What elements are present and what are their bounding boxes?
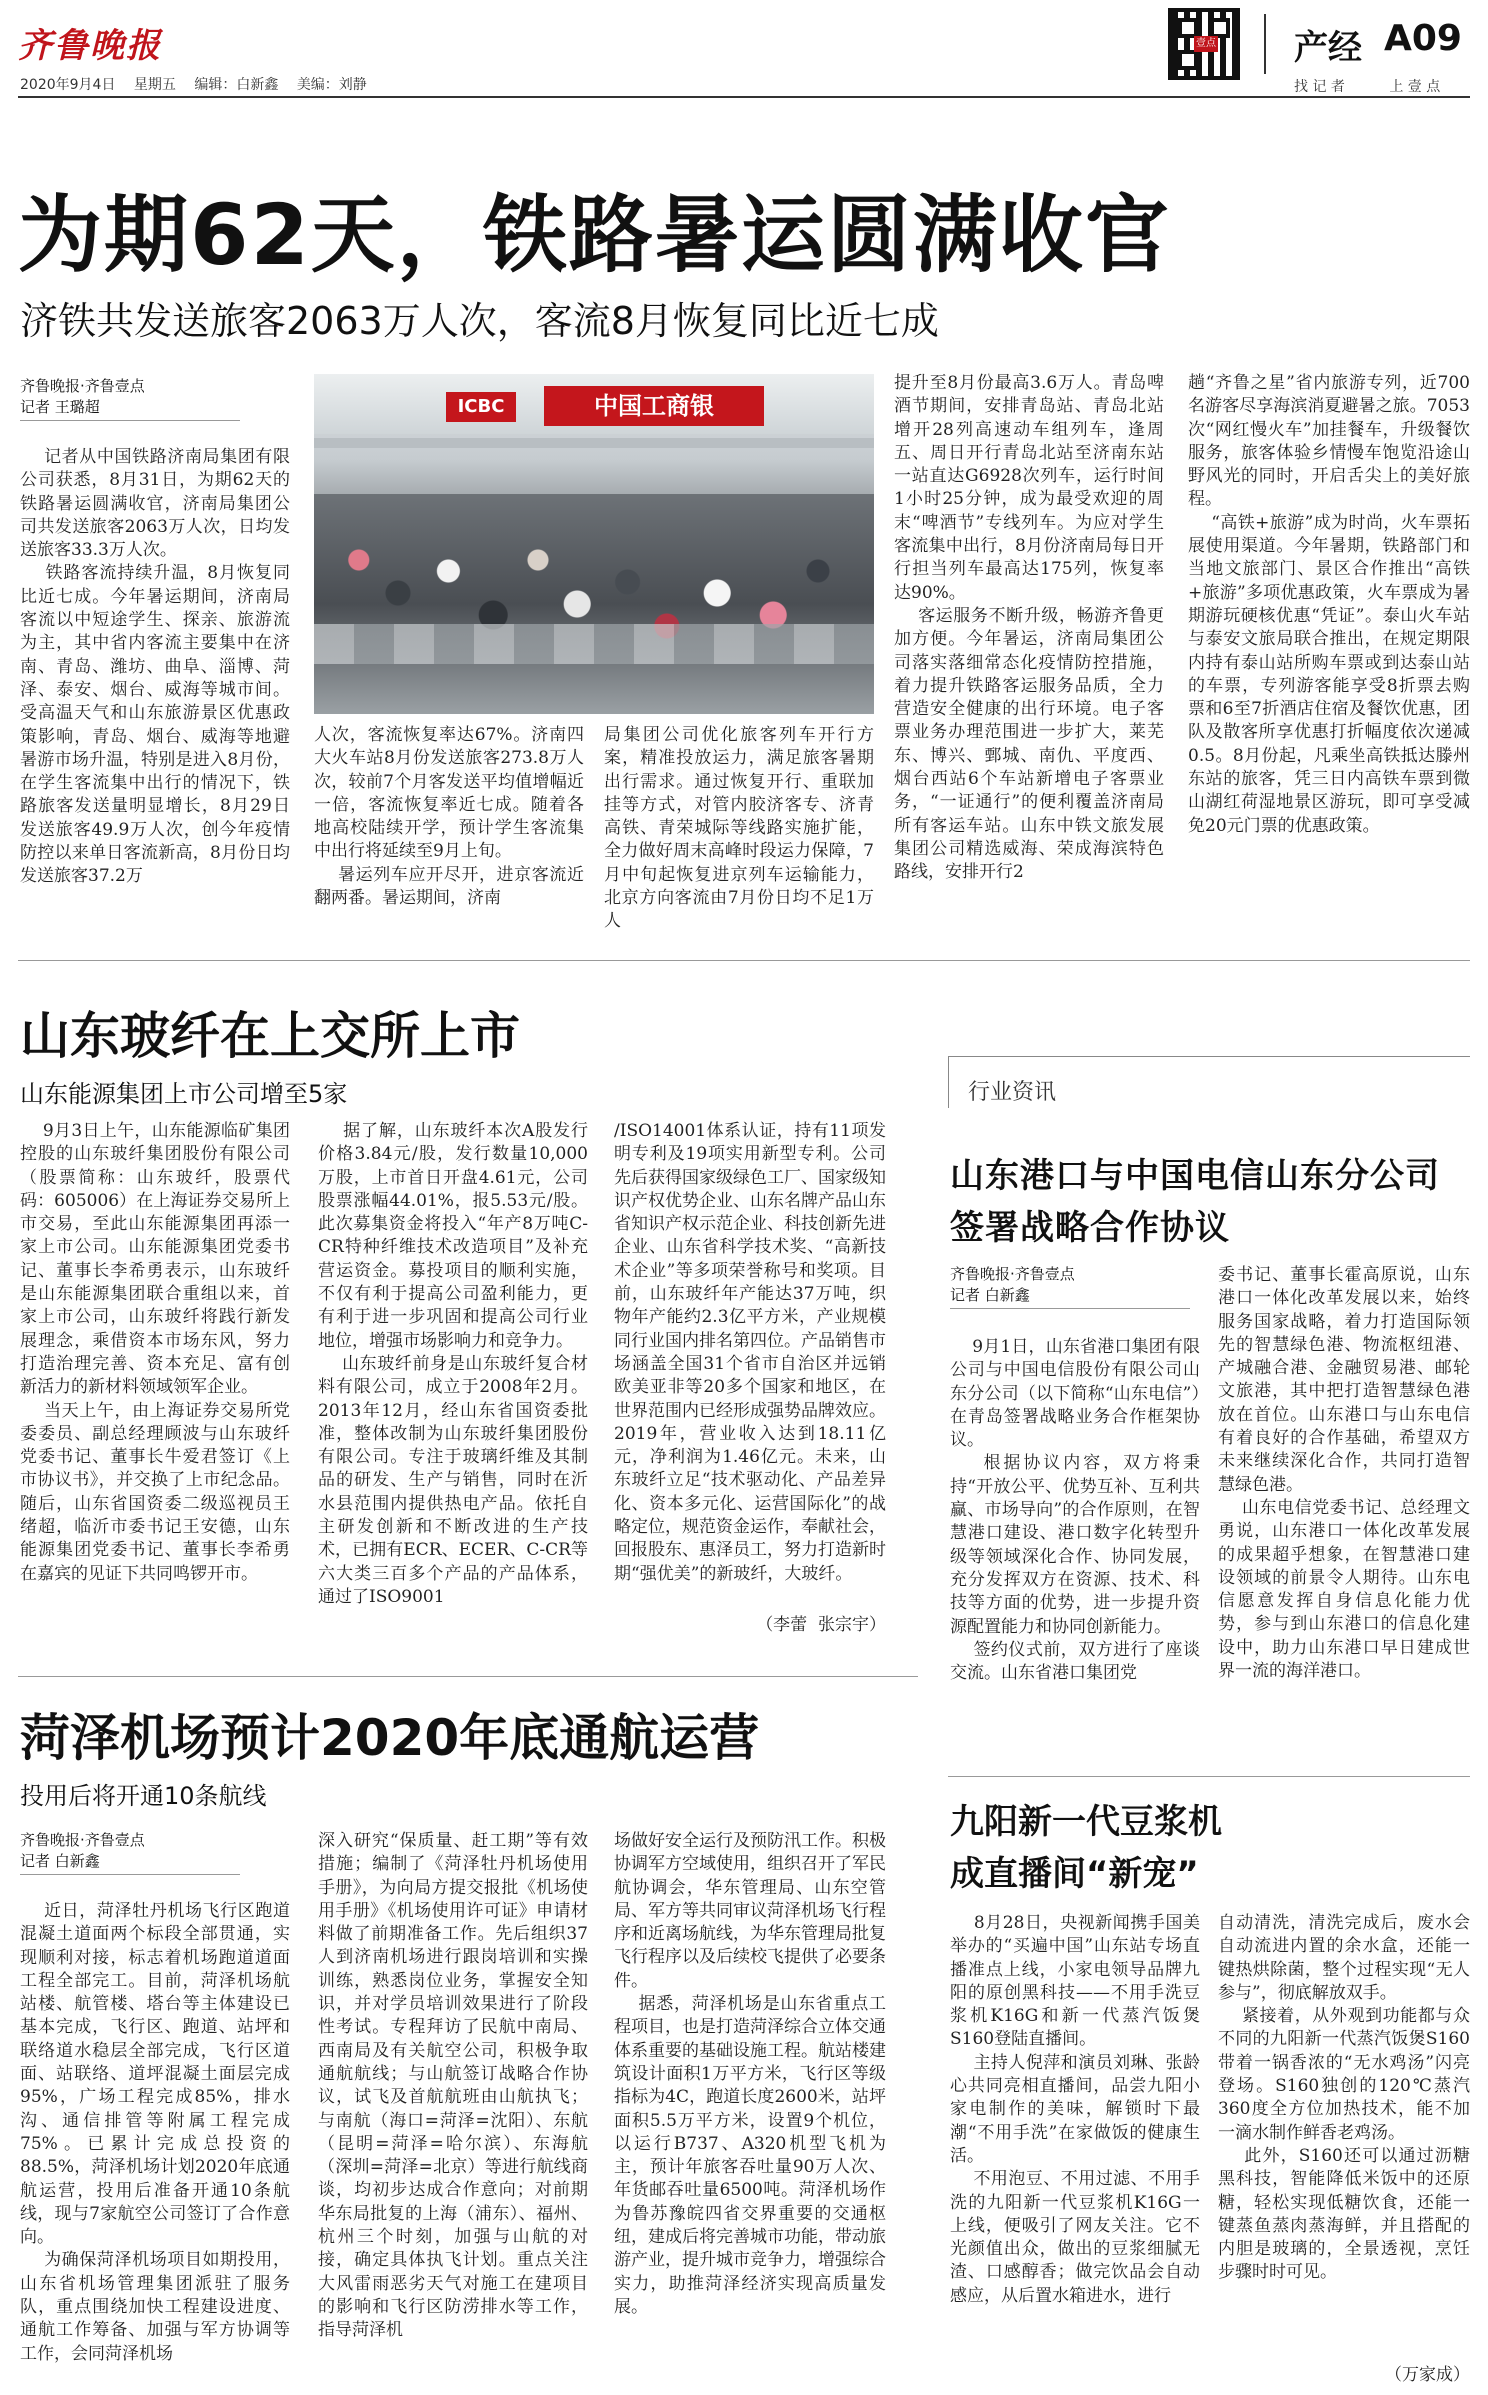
industry-label: 行业资讯 xyxy=(968,1080,1057,1105)
headline-joyoung xyxy=(950,1796,1222,1900)
section-rule-2 xyxy=(18,1676,918,1677)
joyoung-col-1: 8月28日，央视新闻携手国美举办的“买遍中国”山东站专场直播准点上线，小家电领导品牌九阳的原创黑科技——不用手洗豆浆机K16G和新一代蒸汽饭煲S160登陆直播间。 主持人倪萍和演员刘琳、张龄心共同亮相直播间，品尝九阳小家电制作的美味，解锁时下最潮“不用手洗”在家做饭的健康生活。 不用泡豆、不用过滤、不用手洗的九阳新一代豆浆机K16G一上线，便吸引了网友关注。它不光颜值出众，做出的豆浆细腻无渣、口感醇香；做完饮品会自动感应，从后置水箱进水，进行 xyxy=(950,1913,1200,2306)
contact-text: 找 记 者 xyxy=(1294,79,1345,95)
railway-col-3: 局集团公司优化旅客列车开行方案，精准投放运力，满足旅客暑期出行需求。通过恢复开行、重联加挂等方式，对管内胶济客专、济青高铁、青荣城际等线路实施扩能，全力做好周末高峰时段运力保障，7月中旬起恢复进京列车运输能力，北京方向客流由7月份日均不足1万人 xyxy=(604,725,874,932)
page-number: A09 xyxy=(1384,18,1462,59)
joyoung-sign: （万家成） xyxy=(1385,2365,1470,2385)
railway-col-1: 记者从中国铁路济南局集团有限公司获悉，8月31日，为期62天的铁路暑运圆满收官，济南局集团公司共发送旅客2063万人次，日均发送旅客33.3万人次。 铁路客流持续升温，8月恢复同比近七成。今年暑运期间，济南局客流以中短途学生、探亲、旅游流为主，其中省内客流主要集中在济南、青岛、潍坊、曲阜、淄博、菏泽、泰安、烟台、威海等城市间。受高温天气和山东旅游景区优惠政策影响，青岛、烟台、威海等地避暑游市场升温，特别是进入8月份，在学生客流集中出行的情况下，铁路旅客发送量明显增长，8月29日发送旅客49.9万人次，创今年疫情防控以来单日客流新高，8月份日均发送旅客37.2万 xyxy=(20,447,290,887)
railway-col-2: 人次，客流恢复率达67%。济南四大火车站8月份发送旅客273.8万人次，较前7个月客发送平均值增幅近一倍，客流恢复率近七成。随着各地高校陆续开学，预计学生客流集中出行将延续至9月上旬。 暑运列车应开尽开，进京客流近翻两番。暑运期间，济南 xyxy=(314,725,584,909)
airport-col-3: 场做好安全运行及预防汛工作。积极协调军方空域使用，组织召开了军民航协调会，华东管理局、山东空管局、军方等共同审议菏泽机场飞行程序和近离场航线，为华东管理局批复飞行程序以及后续校飞提供了必要条件。 据悉，菏泽机场是山东省重点工程项目，也是打造菏泽综合立体交通体系重要的基础设施工程。航站楼建筑设计面积1万平方米，飞行区等级指标为4C，跑道长度2600米，站坪面积5.5万平方米，设置9个机位，以运行B737、A320机型飞机为主，预计年旅客吞吐量90万人次、年货邮吞吐量6500吨。菏泽机场作为鲁苏豫皖四省交界重要的交通枢纽，建成后将完善城市功能，带动旅游产业，提升城市竞争力，增强综合实力，助推菏泽经济实现高质量发展。 xyxy=(614,1831,886,2317)
weekday-text: 星期五 xyxy=(133,77,176,93)
headline-joyoung-line1: 九阳新一代豆浆机 xyxy=(950,1802,1222,1842)
byline-port xyxy=(950,1264,1190,1309)
masthead-logo: 齐鲁晚报 xyxy=(18,26,162,66)
station-photo xyxy=(314,374,874,714)
headline-fiberglass: 山东玻纤在上交所上市 xyxy=(20,1007,520,1065)
airport-col-2: 深入研究“保质量、赶工期”等有效措施；编制了《菏泽牡丹机场使用手册》，为向局方提交报批《机场使用手册》《机场使用许可证》申请材料做了前期准备工作。先后组织37人到济南机场进行跟岗培训和实操训练，熟悉岗位业务，掌握安全知识，并对学员培训效果进行了阶段性考试。专程拜访了民航中南局、西南局及有关航空公司，积极争取通航航线；与山航签订战略合作协议，试飞及首航航班由山航执飞；与南航（海口=菏泽=沈阳）、东航（昆明=菏泽=哈尔滨）、东海航（深圳=菏泽=北京）等进行航线商谈，均初步达成合作意向；对前期华东局批复的上海（浦东）、福州、杭州三个时刻，加强与山航的对接，确定具体执飞计划。重点关注大风雷雨恶劣天气对施工在建项目的影响和飞行区防涝排水等工作，指导菏泽机 xyxy=(318,1831,588,2341)
photo-sign-bank: 中国工商银 xyxy=(544,386,764,426)
byline-airport-source: 齐鲁晚报·齐鲁壹点 xyxy=(20,1831,145,1849)
railway-col-5: 趟“齐鲁之星”省内旅游专列，近700名游客尽享海滨消夏避暑之旅。7053次“网红慢火车”加挂餐车，升级餐饮服务，旅客体验乡情慢车饱览沿途山野风光的同时，开启舌尖上的美好旅程。 “高铁+旅游”成为时尚，火车票拓展使用渠道。今年暑期，铁路部门和当地文旅部门、景区合作推出“高铁+旅游”多项优惠政策，火车票成为暑期游玩硬核优惠“凭证”。泰山火车站与泰安文旅局联合推出，在规定期限内持有泰山站所购车票或到达泰山站的车票，专列游客能享受8折票去购票和6至7折酒店住宿及餐饮优惠，团队及散客所享优惠打折幅度依次递减0.5。8月份起，凡乘坐高铁抵达滕州东站的旅客，凭三日内高铁车票到微山湖红荷湿地景区游玩，即可享受减免20元门票的优惠政策。 xyxy=(1188,373,1470,836)
contact-label xyxy=(1294,76,1440,96)
byline-airport-reporter: 记者 白新鑫 xyxy=(20,1852,100,1870)
port-col-1: 9月1日，山东省港口集团有限公司与中国电信股份有限公司山东分公司（以下简称“山东电信”）在青岛签署战略业务合作框架协议。 根据协议内容，双方将秉持“开放公平、优势互补、互利共赢、市场导向”的合作原则，在智慧港口建设、港口数字化转型升级等领域深化合作、协同发展，充分发挥双方在资源、技术、科技等方面的优势，进一步提升资源配置能力和协同创新能力。 签约仪式前，双方进行了座谈交流。山东省港口集团党 xyxy=(950,1337,1200,1684)
railway-col-4: 提升至8月份最高3.6万人。青岛啤酒节期间，安排青岛站、青岛北站增开28列高速动车组列车，逢周五、周日开行青岛北站至济南东站一站直达G6928次列车，运行时间1小时25分钟，成为最受欢迎的周末“啤酒节”专线列车。为应对学生客流集中出行，8月份济南局每日开行担当列车最高达175列，恢复率达90%。 客运服务不断升级，畅游齐鲁更加方便。今年暑运，济南局集团公司落实落细常态化疫情防控措施，着力提升铁路客运服务品质，全力营造安全健康的出行环境。电子客票业务办理范围进一步扩大，莱芜东、博兴、鄄城、南仇、平度西、烟台西站6个车站新增电子客票业务，“一证通行”的便利覆盖济南局所有客运车站。山东中铁文旅发展集团公司精选威海、荣成海滨特色路线，安排开行2 xyxy=(894,373,1164,883)
section-rule-1 xyxy=(18,960,1470,961)
subhead-fiberglass: 山东能源集团上市公司增至5家 xyxy=(20,1080,348,1108)
section-name: 产经 xyxy=(1294,28,1362,68)
airport-col-1: 近日，菏泽牡丹机场飞行区跑道混凝土道面两个标段全部贯通，实现顺利对接，标志着机场跑道道面工程全部完工。目前，菏泽机场航站楼、航管楼、塔台等主体建设已基本完成，飞行区、跑道、站坪和联络道水稳层全部完成，飞行区道面、站联络、道坪混凝土面层完成95%，广场工程完成85%，排水沟、通信排管等附属工程完成75%。已累计完成总投资的88.5%，菏泽机场计划2020年底通航运营，投用后准备开通10条航线，现与7家航空公司签订了合作意向。 为确保菏泽机场项目如期投用，山东省机场管理集团派驻了服务队，重点围绕加快工程建设进度、通航工作筹备、加强与军方协调等工作，会同菏泽机场 xyxy=(20,1901,290,2364)
byline-railway xyxy=(20,376,240,421)
port-col-2: 委书记、董事长霍高原说，山东港口一体化改革发展以来，始终服务国家战略，着力打造国际领先的智慧绿色港、物流枢纽港、产城融合港、金融贸易港、邮轮文旅港，其中把打造智慧绿色港放在首位。山东港口与山东电信有着良好的合作基础，希望双方未来继续深化合作，共同打造智慧绿色港。 山东电信党委书记、总经理文勇说，山东港口一体化改革发展的成果超乎想象，在智慧港口建设领域的前景令人期待。山东电信愿意发挥自身信息化能力优势，参与到山东港口的信息化建设中，助力山东港口早日建成世界一流的海洋港口。 xyxy=(1218,1265,1470,1682)
issue-date xyxy=(20,74,367,94)
designer-text: 美编：刘静 xyxy=(296,77,367,93)
date-text: 2020年9月4日 xyxy=(20,77,116,93)
headline-railway: 为期62天，铁路暑运圆满收官 xyxy=(18,186,1171,284)
byline-source: 齐鲁晚报·齐鲁壹点 xyxy=(20,377,145,395)
qr-label: 壹点 xyxy=(1194,36,1218,52)
fiberglass-col-2: 据了解，山东玻纤本次A股发行价格3.84元/股，发行数量10,000万股，上市首日开盘4.61元，公司股票涨幅44.01%，报5.53元/股。此次募集资金将投入“年产8万吨C-CR特种纤维技术改造项目”及补充营运资金。募投项目的顺利实施，不仅有利于提高公司盈利能力，更有利于进一步巩固和提高公司行业地位，增强市场影响力和竞争力。 山东玻纤前身是山东玻纤复合材料有限公司，成立于2008年2月。2013年12月，经山东省国资委批准，整体改制为山东玻纤集团股份有限公司。专注于玻璃纤维及其制品的研发、生产与销售，同时在沂水县范围内提供热电产品。依托自主研发创新和不断改进的生产技术，已拥有ECR、ECER、C-CR等六大类三百多个产品的产品体系，通过了ISO9001 xyxy=(318,1121,588,1607)
byline-airport xyxy=(20,1830,240,1875)
byline-reporter: 记者 王璐超 xyxy=(20,398,100,416)
fiberglass-col-3: /ISO14001体系认证，持有11项发明专利及19项实用新型专利。公司先后获得国家级绿色工厂、国家级知识产权优势企业、山东名牌产品山东省知识产权示范企业、科技创新先进企业、山东省科学技术奖、“高新技术企业”等多项荣誉称号和奖项。目前，山东玻纤年产能达37万吨，织物年产能约2.3亿平方米，产业规模同行业国内排名第四位。产品销售市场涵盖全国31个省市自治区并远销欧美亚非等20多个国家和地区，在世界范围内已经形成强势品牌效应。2019年，营业收入达到18.11亿元，净利润为1.46亿元。未来，山东玻纤立足“技术驱动化、产品差异化、资本多元化、运营国际化”的战略定位，规范资金运作，奉献社会，回报股东、惠泽员工，努力打造新时期“强优美”的新玻纤，大玻纤。 xyxy=(614,1121,886,1584)
byline-port-reporter: 记者 白新鑫 xyxy=(950,1286,1030,1304)
headline-port: 山东港口与中国电信山东分公司签署战略合作协议 xyxy=(950,1156,1440,1248)
fiberglass-col-1: 9月3日上午，山东能源临矿集团控股的山东玻纤集团股份有限公司（股票简称：山东玻纤，股票代码：605006）在上海证券交易所上市交易，至此山东能源集团再添一家上市公司。山东能源集团党委书记、董事长李希勇表示，山东玻纤是山东能源集团联合重组以来，首家上市公司，山东玻纤将践行新发展理念，乘借资本市场东风，努力打造治理完善、资本充足、富有创新活力的新材料领域领军企业。 当天上午，由上海证券交易所党委委员、副总经理顾波与山东玻纤党委书记、董事长牛爱君签订《上市协议书》，并交换了上市纪念品。随后，山东省国资委二级巡视员王绪超，临沂市委书记王安德，山东能源集团党委书记、董事长李希勇在嘉宾的见证下共同鸣锣开市。 xyxy=(20,1121,290,1584)
headline-airport: 菏泽机场预计2020年底通航运营 xyxy=(20,1709,760,1767)
subhead-railway: 济铁共发送旅客2063万人次，客流8月恢复同比近七成 xyxy=(20,299,939,343)
contact2-text: 上 壹 点 xyxy=(1389,79,1441,95)
fiberglass-sign: （李蕾 张宗宇） xyxy=(756,1615,886,1635)
header-rule xyxy=(18,96,1470,98)
photo-sign-icbc: ICBC xyxy=(446,392,516,422)
byline-port-source: 齐鲁晚报·齐鲁壹点 xyxy=(950,1265,1075,1283)
qr-code[interactable] xyxy=(1168,8,1240,80)
editor-text: 编辑：白新鑫 xyxy=(194,77,279,93)
section-rule-3 xyxy=(948,1776,1470,1777)
header-divider xyxy=(1264,14,1266,74)
subhead-airport: 投用后将开通10条航线 xyxy=(20,1782,267,1810)
industry-box xyxy=(948,1056,1470,1108)
headline-joyoung-line2: 成直播间“新宠” xyxy=(950,1854,1199,1894)
joyoung-col-2: 自动清洗，清洗完成后，废水会自动流进内置的余水盒，还能一键热烘除菌，整个过程实现“无人参与”，彻底解放双手。 紧接着，从外观到功能都与众不同的九阳新一代蒸汽饭煲S160带着一锅香浓的“无水鸡汤”闪亮登场。S160独创的120℃蒸汽360度全方位加热技术，能不加一滴水制作鲜香老鸡汤。 此外，S160还可以通过沥糖黑科技，智能降低米饭中的还原糖，轻松实现低糖饮食，还能一键蒸鱼蒸肉蒸海鲜，并且搭配的内胆是玻璃的，全景透视，烹饪步骤时时可见。 xyxy=(1218,1913,1471,2283)
